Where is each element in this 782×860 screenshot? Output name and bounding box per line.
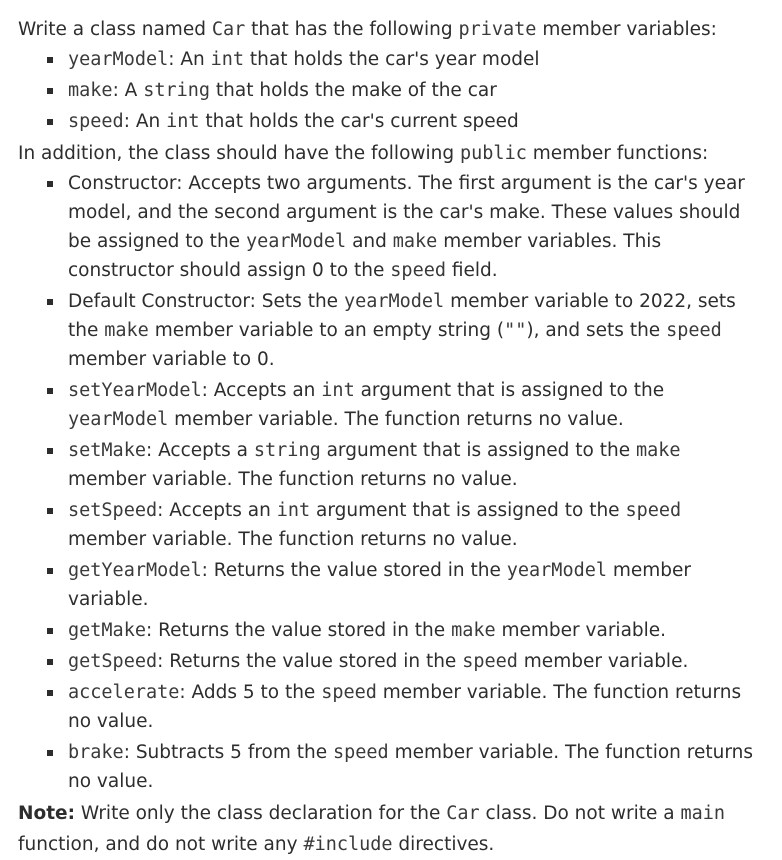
note-label: Note: <box>18 803 75 824</box>
list-item-getmake: getMake: Returns the value stored in the make member variable. <box>68 616 760 645</box>
note-paragraph: Note: Write only the class declaration for the Car class. Do not write a main function, and do not write any #include directives. <box>18 803 726 855</box>
public-functions-list <box>18 169 760 796</box>
intro-paragraph: Write a class named Car that has the following private member variables: <box>18 19 717 40</box>
list-item-getyearmodel: getYearModel: Returns the value stored in the yearModel member variable. <box>68 556 760 614</box>
list-item-default-constructor: Default Constructor: Sets the yearModel member variable to 2022, sets the make member variable to an empty string (""), and sets the speed member variable to 0. <box>68 287 760 374</box>
list-item: yearModel: An int that holds the car's year model <box>68 45 760 74</box>
list-item: speed: An int that holds the car's current speed <box>68 107 760 136</box>
list-item: make: A string that holds the make of the car <box>68 76 760 105</box>
private-members-list <box>18 45 760 136</box>
class-name-code: Car <box>211 19 246 40</box>
private-keyword-code: private <box>458 19 537 40</box>
list-item-brake: brake: Subtracts 5 from the speed member variable. The function returns no value. <box>68 738 760 796</box>
public-keyword-code: public <box>460 143 527 164</box>
problem-statement <box>18 14 760 860</box>
addition-paragraph: In addition, the class should have the following public member functions: <box>18 143 709 164</box>
list-item-accelerate: accelerate: Adds 5 to the speed member variable. The function returns no value. <box>68 678 760 736</box>
list-item-getspeed: getSpeed: Returns the value stored in the speed member variable. <box>68 647 760 676</box>
list-item-setmake: setMake: Accepts a string argument that is assigned to the make member variable. The function returns no value. <box>68 436 760 494</box>
list-item-setspeed: setSpeed: Accepts an int argument that is assigned to the speed member variable. The function returns no value. <box>68 496 760 554</box>
list-item-constructor: Constructor: Accepts two arguments. The first argument is the car's year model, and the second argument is the car's make. These values should be assigned to the yearModel and make member variables. This constructor should assign 0 to the speed field. <box>68 169 760 285</box>
list-item-setyearmodel: setYearModel: Accepts an int argument that is assigned to the yearModel member variable. The function returns no value. <box>68 376 760 434</box>
